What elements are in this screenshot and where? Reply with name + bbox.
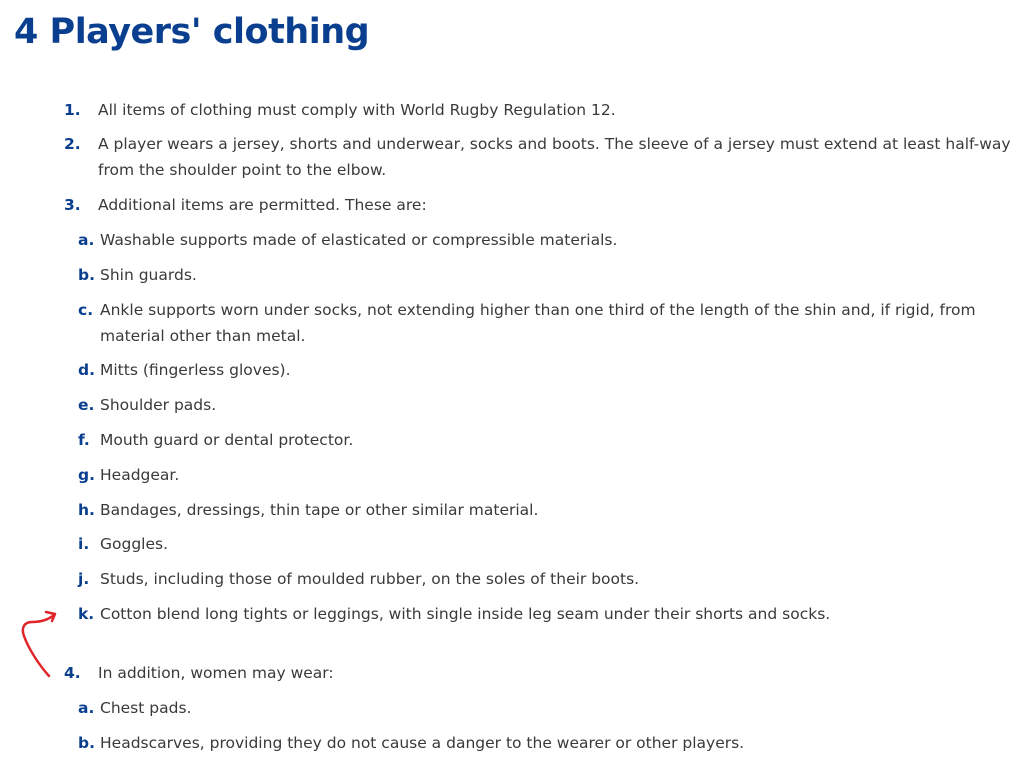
sublist-item-text: Washable supports made of elasticated or compressible materials. [100, 231, 618, 249]
sublist-item-letter: k. [78, 605, 95, 623]
sublist-item-text: Mouth guard or dental protector. [100, 431, 354, 449]
sublist-item-text: Headgear. [100, 466, 180, 484]
list-item-text: Additional items are permitted. These are: [98, 196, 427, 214]
sublist-item-text: Goggles. [100, 535, 169, 553]
sublist-item-text-line: material other than metal. [100, 327, 306, 345]
sublist-item-letter: a. [78, 231, 95, 249]
list-item-number: 3. [64, 196, 81, 214]
sublist-item-letter: a. [78, 699, 95, 717]
list-item-number: 1. [64, 101, 81, 119]
sublist-item-letter: c. [78, 301, 94, 319]
list-item-text: In addition, women may wear: [98, 664, 334, 682]
sublist-item-letter: e. [78, 396, 95, 414]
sublist-item-text: Shin guards. [100, 266, 197, 284]
sublist-item-letter: b. [78, 734, 95, 752]
sublist-item-letter: d. [78, 361, 95, 379]
sublist-item-text: Chest pads. [100, 699, 192, 717]
list-item-text [98, 131, 1011, 183]
list-item-number: 2. [64, 135, 81, 153]
sublist-item-text: Mitts (fingerless gloves). [100, 361, 291, 379]
sublist-item-letter: g. [78, 466, 95, 484]
sublist-item-letter: b. [78, 266, 95, 284]
sublist-item-text: Shoulder pads. [100, 396, 217, 414]
sublist-item-letter: h. [78, 501, 95, 519]
sublist-item-letter: j. [78, 570, 90, 588]
sublist-item-letter: i. [78, 535, 90, 553]
list-item-text: All items of clothing must comply with World Rugby Regulation 12. [98, 101, 616, 119]
list-item-text-line: A player wears a jersey, shorts and underwear, socks and boots. The sleeve of a jersey must extend at least half-way [98, 135, 1011, 153]
list-item-text-line: from the shoulder point to the elbow. [98, 161, 387, 179]
sublist-item-letter: f. [78, 431, 90, 449]
red-curved-arrow-icon [18, 600, 68, 682]
list-item-number: 4. [64, 664, 81, 682]
sublist-item-text: Bandages, dressings, thin tape or other similar material. [100, 501, 539, 519]
sublist-item-text: Studs, including those of moulded rubber, on the soles of their boots. [100, 570, 640, 588]
sublist-item-text: Headscarves, providing they do not cause a danger to the wearer or other players. [100, 734, 745, 752]
sublist-item-text: Cotton blend long tights or leggings, with single inside leg seam under their shorts and socks. [100, 605, 831, 623]
page-title: 4 Players' clothing [14, 12, 370, 52]
sublist-item-text [100, 297, 976, 349]
sublist-item-text-line: Ankle supports worn under socks, not extending higher than one third of the length of the shin and, if rigid, from [100, 301, 976, 319]
